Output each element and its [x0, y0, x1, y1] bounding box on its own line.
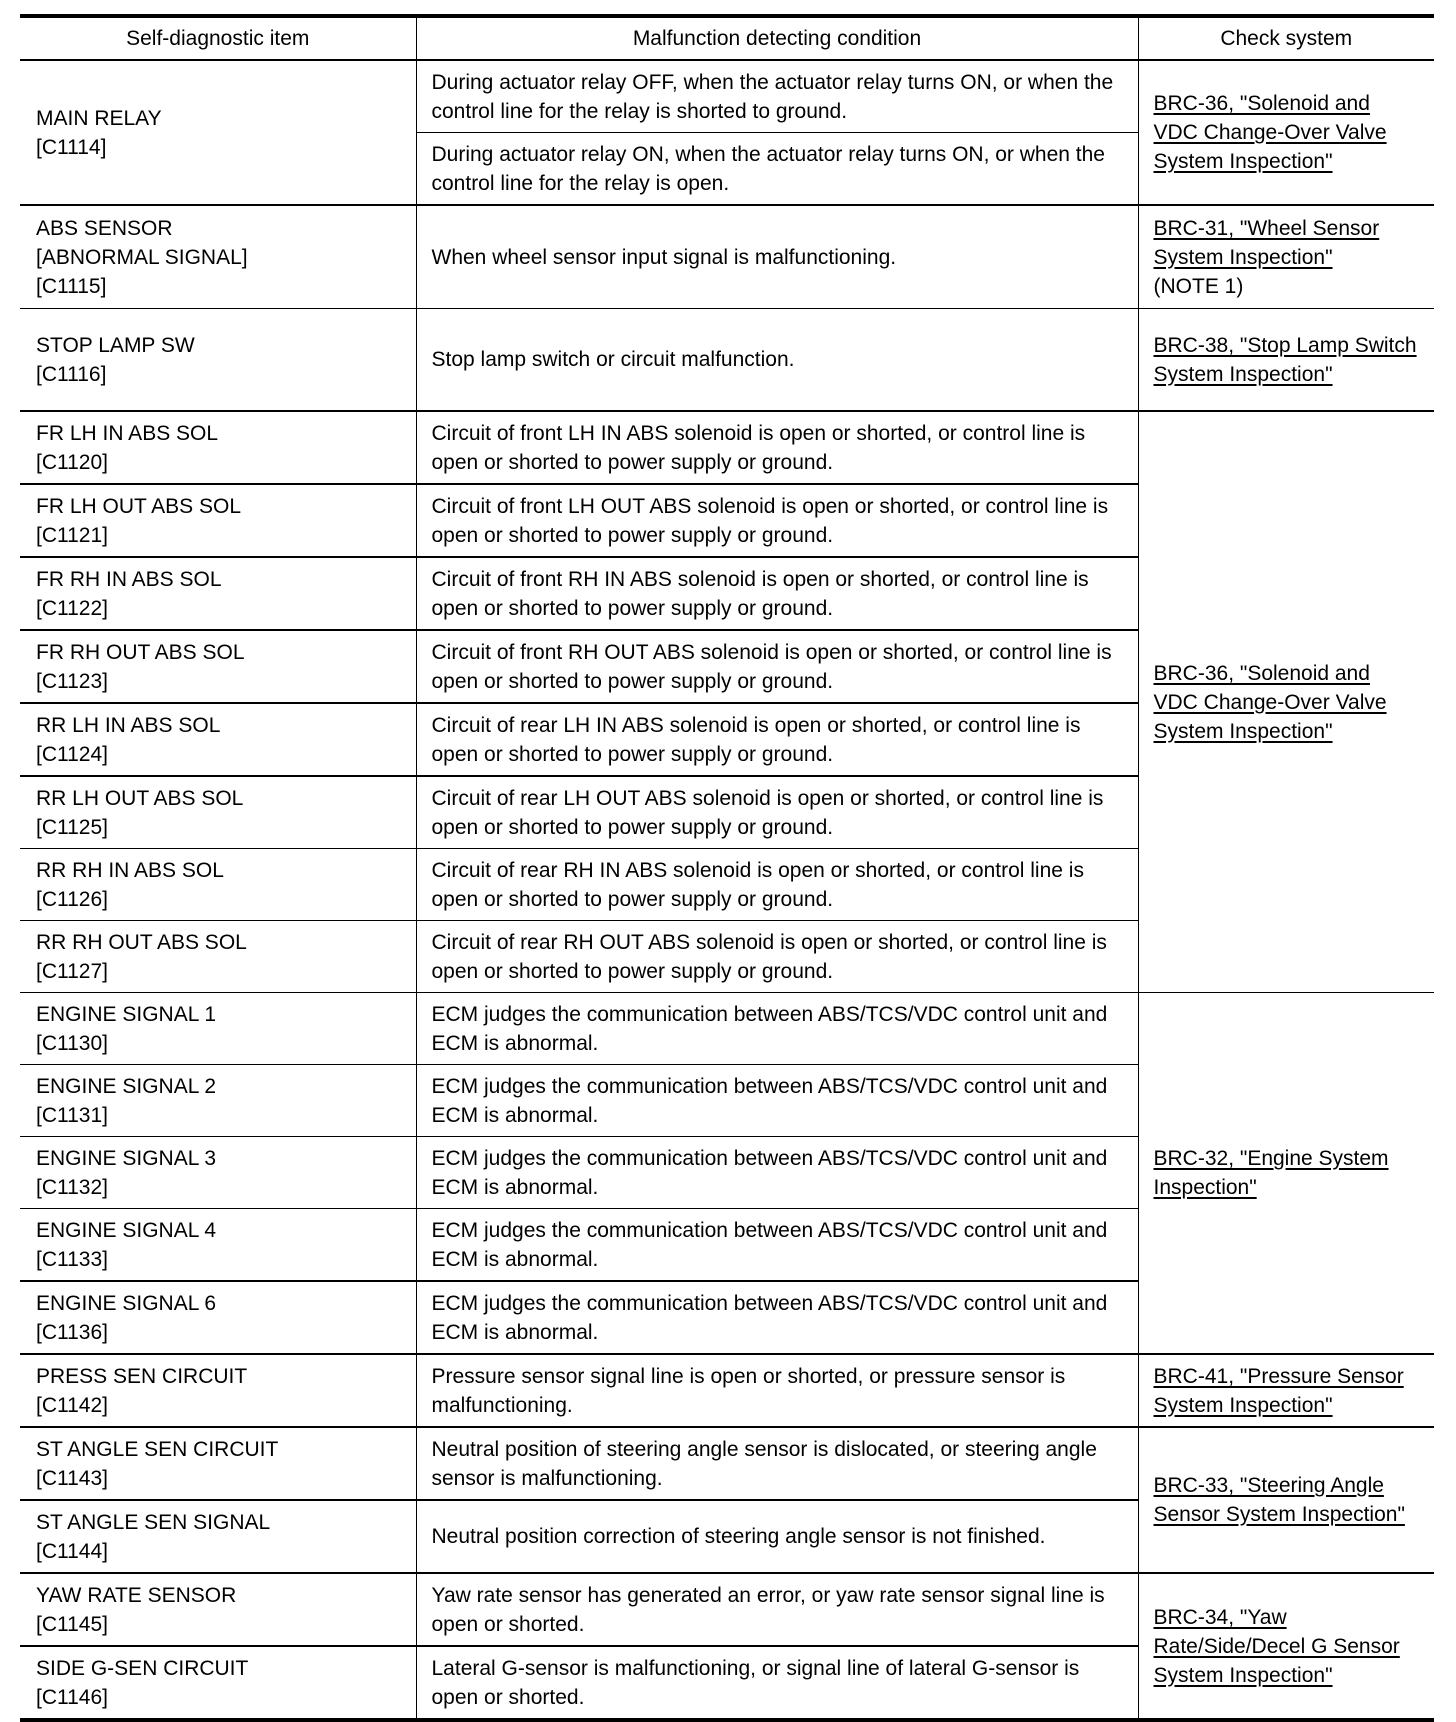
item-name: ENGINE SIGNAL 4	[36, 1218, 217, 1242]
item-code: [C1116]	[36, 362, 107, 386]
item-name: ABS SENSOR	[36, 216, 173, 240]
item-code: [C1115]	[36, 274, 107, 298]
condition-cell: Circuit of rear LH OUT ABS solenoid is open or shorted, or control line is open or shorted to power supply or ground.	[416, 776, 1138, 849]
item-cell	[20, 309, 416, 412]
condition-cell: Neutral position correction of steering angle sensor is not finished.	[416, 1500, 1138, 1573]
item-cell	[20, 921, 416, 993]
check-cell	[1138, 309, 1434, 412]
item-cell	[20, 1137, 416, 1209]
check-cell	[1138, 1573, 1434, 1720]
check-cell	[1138, 993, 1434, 1355]
item-cell	[20, 484, 416, 557]
item-name: ST ANGLE SEN SIGNAL	[36, 1510, 271, 1534]
table-row	[20, 1354, 1434, 1427]
item-code: [C1123]	[36, 669, 108, 693]
condition-cell: Yaw rate sensor has generated an error, or yaw rate sensor signal line is open or shorted.	[416, 1573, 1138, 1646]
item-code: [C1127]	[36, 959, 108, 983]
item-cell	[20, 849, 416, 921]
item-name: FR RH OUT ABS SOL	[36, 640, 245, 664]
item-name: ENGINE SIGNAL 6	[36, 1291, 217, 1315]
condition-cell: ECM judges the communication between ABS/TCS/VDC control unit and ECM is abnormal.	[416, 1209, 1138, 1282]
condition-cell: ECM judges the communication between ABS/TCS/VDC control unit and ECM is abnormal.	[416, 993, 1138, 1065]
table-row	[20, 60, 1434, 133]
item-code: [C1142]	[36, 1393, 108, 1417]
check-cell	[1138, 60, 1434, 205]
item-name: RR LH OUT ABS SOL	[36, 786, 244, 810]
header-check-system: Check system	[1138, 16, 1434, 60]
item-cell	[20, 557, 416, 630]
item-name: SIDE G-SEN CIRCUIT	[36, 1656, 249, 1680]
item-code: [C1131]	[36, 1103, 108, 1127]
link-brc-32-engine[interactable]: BRC-32, "Engine System Inspection"	[1153, 1147, 1389, 1199]
item-name: STOP LAMP SW	[36, 333, 195, 357]
item-code: [C1136]	[36, 1320, 108, 1344]
link-brc-31-wheel-sensor[interactable]: BRC-31, "Wheel Sensor System Inspection"	[1153, 216, 1380, 269]
link-brc-36-solenoid[interactable]: BRC-36, "Solenoid and VDC Change-Over Valve System Inspection"	[1153, 92, 1387, 173]
item-cell	[20, 1646, 416, 1720]
item-cell	[20, 1354, 416, 1427]
item-code: [C1144]	[36, 1539, 108, 1563]
item-code: [C1114]	[36, 135, 107, 159]
condition-cell: ECM judges the communication between ABS/TCS/VDC control unit and ECM is abnormal.	[416, 1281, 1138, 1354]
link-brc-38-stop-lamp[interactable]: BRC-38, "Stop Lamp Switch System Inspection"	[1153, 333, 1417, 386]
item-subname: [ABNORMAL SIGNAL]	[36, 245, 248, 269]
item-code: [C1145]	[36, 1612, 108, 1636]
table-row	[20, 1427, 1434, 1500]
condition-cell: During actuator relay ON, when the actuator relay turns ON, or when the control line for the relay is open.	[416, 133, 1138, 206]
item-code: [C1126]	[36, 887, 108, 911]
item-code: [C1125]	[36, 815, 108, 839]
table-row	[20, 411, 1434, 484]
item-name: FR LH IN ABS SOL	[36, 421, 219, 445]
self-diagnostic-table	[20, 14, 1434, 1722]
item-cell	[20, 993, 416, 1065]
item-code: [C1121]	[36, 523, 108, 547]
item-cell	[20, 1065, 416, 1137]
check-cell	[1138, 411, 1434, 993]
condition-cell: Lateral G-sensor is malfunctioning, or signal line of lateral G-sensor is open or shorted.	[416, 1646, 1138, 1720]
item-code: [C1130]	[36, 1031, 108, 1055]
item-code: [C1132]	[36, 1175, 108, 1199]
item-code: [C1120]	[36, 450, 108, 474]
header-malfunction-condition: Malfunction detecting condition	[416, 16, 1138, 60]
item-cell	[20, 1209, 416, 1282]
condition-cell: Circuit of front RH IN ABS solenoid is open or shorted, or control line is open or shorted to power supply or ground.	[416, 557, 1138, 630]
item-cell	[20, 703, 416, 776]
condition-cell: During actuator relay OFF, when the actuator relay turns ON, or when the control line for the relay is shorted to ground.	[416, 60, 1138, 133]
note-label: (NOTE 1)	[1153, 274, 1244, 298]
condition-cell: When wheel sensor input signal is malfunctioning.	[416, 205, 1138, 309]
condition-cell: Circuit of rear LH IN ABS solenoid is open or shorted, or control line is open or shorted to power supply or ground.	[416, 703, 1138, 776]
item-name: RR RH IN ABS SOL	[36, 858, 224, 882]
item-code: [C1122]	[36, 596, 108, 620]
check-cell	[1138, 205, 1434, 309]
item-name: RR RH OUT ABS SOL	[36, 930, 247, 954]
link-brc-33-steering[interactable]: BRC-33, "Steering Angle Sensor System Inspection"	[1153, 1474, 1405, 1526]
item-cell	[20, 630, 416, 703]
item-cell	[20, 776, 416, 849]
link-brc-34-yaw-rate[interactable]: BRC-34, "Yaw Rate/Side/Decel G Sensor System Inspection"	[1153, 1605, 1400, 1687]
item-code: [C1146]	[36, 1685, 108, 1709]
item-name: YAW RATE SENSOR	[36, 1583, 237, 1607]
condition-cell: Neutral position of steering angle sensor is dislocated, or steering angle sensor is malfunctioning.	[416, 1427, 1138, 1500]
condition-cell: Stop lamp switch or circuit malfunction.	[416, 309, 1138, 412]
item-code: [C1133]	[36, 1247, 108, 1271]
item-name: ENGINE SIGNAL 2	[36, 1074, 217, 1098]
link-brc-36-solenoid[interactable]: BRC-36, "Solenoid and VDC Change-Over Valve System Inspection"	[1153, 661, 1387, 743]
item-name: ENGINE SIGNAL 1	[36, 1002, 217, 1026]
condition-cell: ECM judges the communication between ABS/TCS/VDC control unit and ECM is abnormal.	[416, 1065, 1138, 1137]
item-cell	[20, 60, 416, 205]
condition-cell: Circuit of rear RH IN ABS solenoid is open or shorted, or control line is open or shorted to power supply or ground.	[416, 849, 1138, 921]
item-name: MAIN RELAY	[36, 106, 162, 130]
item-cell	[20, 1500, 416, 1573]
condition-cell: Circuit of front RH OUT ABS solenoid is open or shorted, or control line is open or shorted to power supply or ground.	[416, 630, 1138, 703]
table-row	[20, 309, 1434, 412]
item-cell	[20, 1281, 416, 1354]
check-cell	[1138, 1354, 1434, 1427]
item-cell	[20, 411, 416, 484]
item-cell	[20, 1427, 416, 1500]
item-code: [C1143]	[36, 1466, 108, 1490]
header-self-diagnostic-item: Self-diagnostic item	[20, 16, 416, 60]
item-cell	[20, 1573, 416, 1646]
item-name: FR LH OUT ABS SOL	[36, 494, 242, 518]
item-name: ST ANGLE SEN CIRCUIT	[36, 1437, 279, 1461]
item-name: RR LH IN ABS SOL	[36, 713, 221, 737]
check-cell	[1138, 1427, 1434, 1573]
item-cell	[20, 205, 416, 309]
condition-cell: Circuit of front LH OUT ABS solenoid is open or shorted, or control line is open or shorted to power supply or ground.	[416, 484, 1138, 557]
condition-cell: Pressure sensor signal line is open or shorted, or pressure sensor is malfunctioning.	[416, 1354, 1138, 1427]
table-row	[20, 1573, 1434, 1646]
table-row	[20, 205, 1434, 309]
header-row	[20, 16, 1434, 60]
condition-cell: Circuit of rear RH OUT ABS solenoid is open or shorted, or control line is open or shorted to power supply or ground.	[416, 921, 1138, 993]
item-name: ENGINE SIGNAL 3	[36, 1146, 217, 1170]
item-name: PRESS SEN CIRCUIT	[36, 1364, 248, 1388]
link-brc-41-pressure[interactable]: BRC-41, "Pressure Sensor System Inspection"	[1153, 1364, 1404, 1417]
item-code: [C1124]	[36, 742, 108, 766]
table-row	[20, 993, 1434, 1065]
item-name: FR RH IN ABS SOL	[36, 567, 222, 591]
condition-cell: Circuit of front LH IN ABS solenoid is open or shorted, or control line is open or shorted to power supply or ground.	[416, 411, 1138, 484]
condition-cell: ECM judges the communication between ABS/TCS/VDC control unit and ECM is abnormal.	[416, 1137, 1138, 1209]
